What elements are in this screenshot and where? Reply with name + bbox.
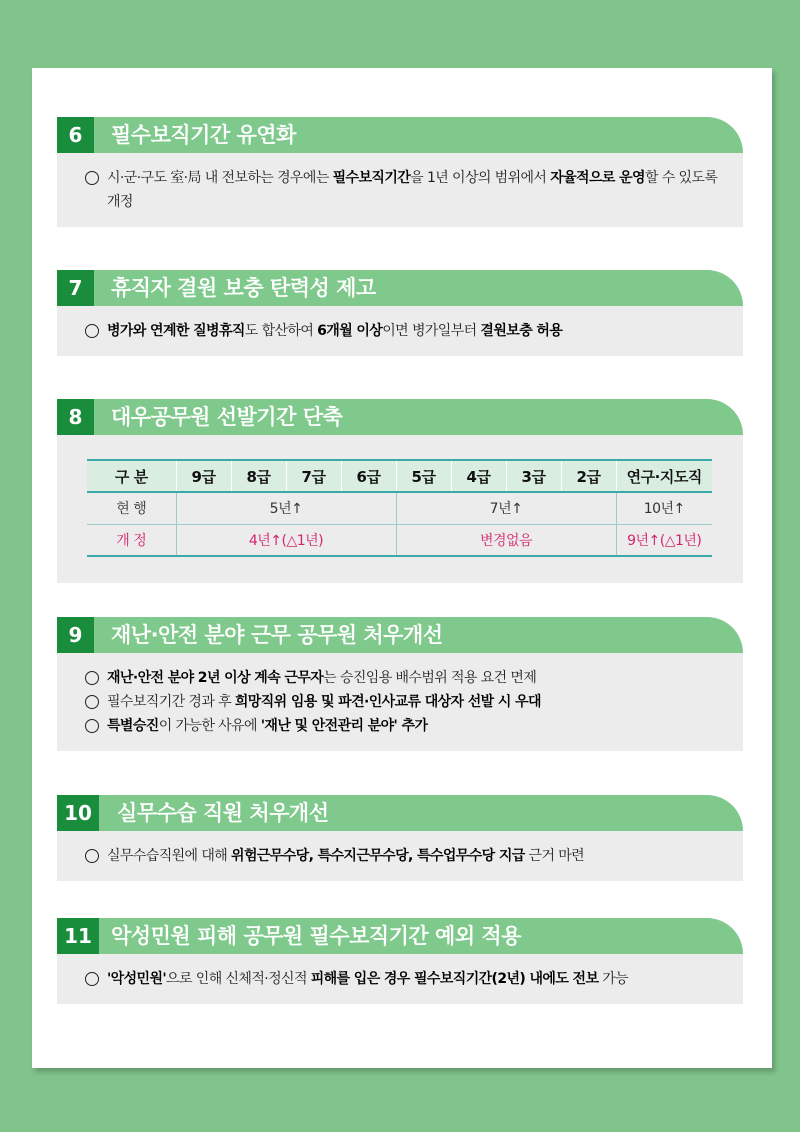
bullet-item: 특별승진이 가능한 사유에 '재난 및 안전관리 분야' 추가	[85, 714, 729, 738]
bullet-item: 병가와 연계한 질병휴직도 합산하여 6개월 이상이면 병가일부터 결원보충 허용	[85, 319, 729, 343]
table-row	[87, 492, 712, 524]
table-cell: 변경없음	[396, 524, 616, 556]
circle-bullet-icon	[85, 849, 99, 863]
section-8	[57, 399, 743, 583]
section-header	[57, 795, 743, 831]
circle-bullet-icon	[85, 972, 99, 986]
section-header	[57, 270, 743, 306]
document-page	[32, 68, 772, 1068]
section-number: 8	[57, 399, 94, 435]
section-body	[57, 954, 743, 1004]
section-body	[57, 153, 743, 227]
selection-period-table	[87, 459, 712, 557]
section-6	[57, 117, 743, 227]
bullet-item: 시·군·구도 室·局 내 전보하는 경우에는 필수보직기간을 1년 이상의 범위에서 자율적으로 운영할 수 있도록 개정	[85, 166, 729, 214]
column-header: 2급	[561, 460, 616, 492]
section-number: 9	[57, 617, 94, 653]
section-header	[57, 617, 743, 653]
table-cell: 7년↑	[396, 492, 616, 524]
section-body	[57, 435, 743, 583]
table-header-row	[87, 460, 712, 492]
section-header	[57, 117, 743, 153]
section-10	[57, 795, 743, 881]
section-header	[57, 918, 743, 954]
column-header: 3급	[506, 460, 561, 492]
table-cell: 5년↑	[176, 492, 396, 524]
column-header: 6급	[341, 460, 396, 492]
section-body	[57, 653, 743, 751]
section-body	[57, 306, 743, 356]
section-title: 대우공무원 선발기간 단축	[111, 405, 343, 429]
column-header: 9급	[176, 460, 231, 492]
section-title: 필수보직기간 유연화	[111, 123, 296, 147]
section-title: 악성민원 피해 공무원 필수보직기간 예외 적용	[111, 924, 521, 948]
bullet-item: 필수보직기간 경과 후 희망직위 임용 및 파견·인사교류 대상자 선발 시 우대	[85, 690, 729, 714]
section-title: 휴직자 결원 보충 탄력성 제고	[111, 276, 376, 300]
section-number: 6	[57, 117, 94, 153]
circle-bullet-icon	[85, 324, 99, 338]
section-11	[57, 918, 743, 1004]
column-header: 7급	[286, 460, 341, 492]
section-number: 7	[57, 270, 94, 306]
section-header	[57, 399, 743, 435]
column-header: 연구·지도직	[616, 460, 712, 492]
table-cell: 4년↑(△1년)	[176, 524, 396, 556]
bullet-item: '악성민원'으로 인해 신체적·정신적 피해를 입은 경우 필수보직기간(2년) 내에도 전보 가능	[85, 967, 729, 991]
section-title: 실무수습 직원 처우개선	[117, 801, 329, 825]
circle-bullet-icon	[85, 719, 99, 733]
row-label: 현 행	[87, 492, 176, 524]
table-cell: 10년↑	[616, 492, 712, 524]
section-number: 10	[57, 795, 99, 831]
section-9	[57, 617, 743, 751]
circle-bullet-icon	[85, 695, 99, 709]
table-row	[87, 524, 712, 556]
section-number: 11	[57, 918, 99, 954]
column-header: 5급	[396, 460, 451, 492]
column-header: 구 분	[87, 460, 176, 492]
column-header: 8급	[231, 460, 286, 492]
row-label: 개 정	[87, 524, 176, 556]
circle-bullet-icon	[85, 671, 99, 685]
section-body	[57, 831, 743, 881]
bullet-item: 재난·안전 분야 2년 이상 계속 근무자는 승진임용 배수범위 적용 요건 면제	[85, 666, 729, 690]
section-title: 재난·안전 분야 근무 공무원 처우개선	[111, 623, 443, 647]
table-cell: 9년↑(△1년)	[616, 524, 712, 556]
column-header: 4급	[451, 460, 506, 492]
section-7	[57, 270, 743, 356]
circle-bullet-icon	[85, 171, 99, 185]
bullet-item: 실무수습직원에 대해 위험근무수당, 특수지근무수당, 특수업무수당 지급 근거 마련	[85, 844, 729, 868]
